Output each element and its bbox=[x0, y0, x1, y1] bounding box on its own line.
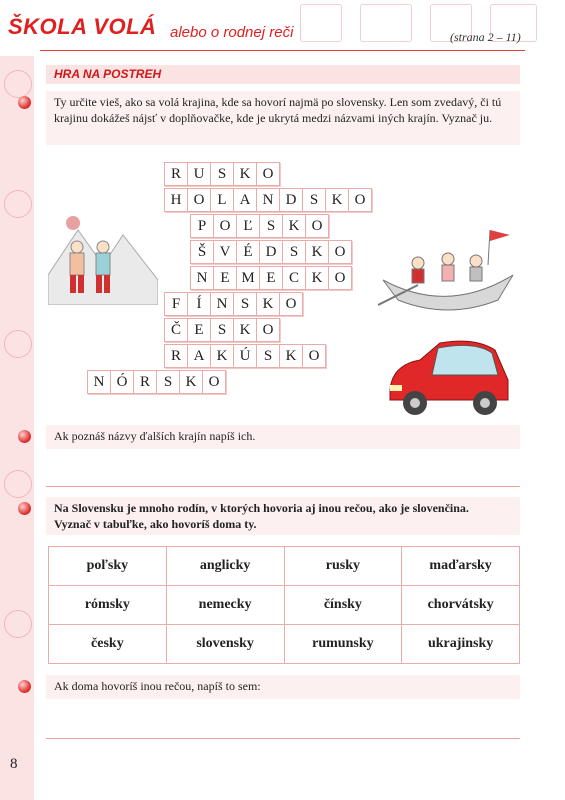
crossword-row bbox=[88, 370, 226, 394]
crossword-cell[interactable]: K bbox=[210, 344, 234, 368]
hikers-illustration bbox=[48, 205, 158, 305]
task-instruction bbox=[46, 497, 520, 535]
crossword-cell[interactable]: K bbox=[305, 266, 329, 290]
header-divider bbox=[40, 50, 525, 51]
crossword-cell[interactable]: C bbox=[282, 266, 306, 290]
crossword-cell[interactable]: R bbox=[133, 370, 157, 394]
crossword-cell[interactable]: N bbox=[87, 370, 111, 394]
table-row bbox=[49, 625, 520, 664]
crossword-cell[interactable]: S bbox=[282, 240, 306, 264]
crossword-cell[interactable]: O bbox=[256, 162, 280, 186]
crossword-cell[interactable]: S bbox=[302, 188, 326, 212]
crossword-cell[interactable]: O bbox=[348, 188, 372, 212]
task-instruction bbox=[46, 425, 520, 449]
sketch-decoration bbox=[360, 4, 412, 42]
crossword-cell[interactable]: S bbox=[210, 162, 234, 186]
crossword-cell[interactable]: N bbox=[256, 188, 280, 212]
crossword-cell[interactable]: E bbox=[259, 266, 283, 290]
task-text-line: Vyznač v tabuľke, ako hovoríš doma ty. bbox=[54, 517, 257, 531]
crossword-cell[interactable]: U bbox=[187, 162, 211, 186]
crossword-cell[interactable]: S bbox=[256, 344, 280, 368]
crossword-cell[interactable]: K bbox=[282, 214, 306, 238]
left-decorative-strip bbox=[0, 0, 34, 800]
task-instruction bbox=[46, 91, 520, 145]
task-text: Ak poznáš názvy ďalších krajín napíš ich. bbox=[54, 429, 256, 443]
section-title: HRA NA POSTREH bbox=[54, 67, 162, 81]
crossword-cell[interactable]: O bbox=[305, 214, 329, 238]
crossword-cell[interactable]: K bbox=[233, 318, 257, 342]
crossword-row bbox=[165, 318, 280, 342]
bullet-icon bbox=[18, 96, 31, 109]
crossword-cell[interactable]: O bbox=[202, 370, 226, 394]
language-cell[interactable]: poľsky bbox=[49, 547, 167, 586]
crossword-cell[interactable]: O bbox=[256, 318, 280, 342]
language-cell[interactable]: rusky bbox=[284, 547, 402, 586]
language-cell[interactable]: nemecky bbox=[166, 586, 284, 625]
crossword-row bbox=[191, 214, 329, 238]
language-cell[interactable]: rumunsky bbox=[284, 625, 402, 664]
ornament-circle bbox=[4, 610, 32, 638]
crossword-cell[interactable]: F bbox=[164, 292, 188, 316]
crossword-row bbox=[165, 162, 280, 186]
crossword-cell[interactable]: Ľ bbox=[236, 214, 260, 238]
crossword-cell[interactable]: D bbox=[259, 240, 283, 264]
crossword-row bbox=[191, 266, 352, 290]
bullet-icon bbox=[18, 430, 31, 443]
crossword-cell[interactable]: Í bbox=[187, 292, 211, 316]
rowboat-illustration bbox=[378, 225, 518, 315]
crossword-cell[interactable]: L bbox=[210, 188, 234, 212]
crossword-cell[interactable]: É bbox=[236, 240, 260, 264]
crossword-cell[interactable]: R bbox=[164, 344, 188, 368]
crossword-cell[interactable]: A bbox=[233, 188, 257, 212]
crossword-cell[interactable]: S bbox=[259, 214, 283, 238]
crossword-cell[interactable]: P bbox=[190, 214, 214, 238]
language-cell[interactable]: rómsky bbox=[49, 586, 167, 625]
task-text: Ak doma hovoríš inou rečou, napíš to sem: bbox=[54, 679, 261, 693]
crossword-cell[interactable]: O bbox=[328, 266, 352, 290]
crossword-cell[interactable]: Ó bbox=[110, 370, 134, 394]
crossword-cell[interactable]: D bbox=[279, 188, 303, 212]
car-illustration bbox=[380, 335, 515, 420]
crossword-row bbox=[165, 344, 326, 368]
crossword-cell[interactable]: K bbox=[305, 240, 329, 264]
language-table bbox=[48, 546, 520, 664]
page-subtitle: alebo o rodnej reči bbox=[170, 24, 294, 41]
crossword-cell[interactable]: S bbox=[210, 318, 234, 342]
crossword-cell[interactable]: K bbox=[325, 188, 349, 212]
crossword-cell[interactable]: O bbox=[302, 344, 326, 368]
answer-line[interactable] bbox=[46, 738, 520, 739]
page-header bbox=[0, 0, 565, 56]
crossword-cell[interactable]: M bbox=[236, 266, 260, 290]
crossword-cell[interactable]: E bbox=[213, 266, 237, 290]
crossword-cell[interactable]: V bbox=[213, 240, 237, 264]
ornament-circle bbox=[4, 190, 32, 218]
crossword-cell[interactable]: K bbox=[233, 162, 257, 186]
language-cell[interactable]: anglicky bbox=[166, 547, 284, 586]
language-cell[interactable]: chorvátsky bbox=[402, 586, 520, 625]
crossword-cell[interactable]: S bbox=[156, 370, 180, 394]
language-cell[interactable]: ukrajinsky bbox=[402, 625, 520, 664]
crossword-cell[interactable]: O bbox=[279, 292, 303, 316]
crossword-cell[interactable]: K bbox=[179, 370, 203, 394]
page-range: (strana 2 – 11) bbox=[450, 30, 521, 44]
language-cell[interactable]: maďarsky bbox=[402, 547, 520, 586]
crossword-cell[interactable]: N bbox=[210, 292, 234, 316]
ornament-circle bbox=[4, 330, 32, 358]
bullet-icon bbox=[18, 680, 31, 693]
crossword-row bbox=[165, 188, 372, 212]
crossword-cell[interactable]: H bbox=[164, 188, 188, 212]
crossword-cell[interactable]: O bbox=[187, 188, 211, 212]
ornament-circle bbox=[4, 70, 32, 98]
crossword-cell[interactable]: Š bbox=[190, 240, 214, 264]
crossword-cell[interactable]: K bbox=[279, 344, 303, 368]
ornament-circle bbox=[4, 470, 32, 498]
task-instruction bbox=[46, 675, 520, 699]
table-row bbox=[49, 586, 520, 625]
table-row bbox=[49, 547, 520, 586]
crossword-cell[interactable]: R bbox=[164, 162, 188, 186]
answer-line[interactable] bbox=[46, 486, 520, 487]
crossword-cell[interactable]: S bbox=[233, 292, 257, 316]
task-text: Ty určite vieš, ako sa volá krajina, kde sa hovorí najmä po slovensky. Len som zvedavý, či tú krajinu dokážeš nájsť v doplňovačke, kde je ukrytá medzi názvami iných krajín. Vyznač ju. bbox=[54, 95, 502, 125]
language-cell[interactable]: slovensky bbox=[166, 625, 284, 664]
crossword-row bbox=[191, 240, 352, 264]
crossword-cell[interactable]: Č bbox=[164, 318, 188, 342]
bullet-icon bbox=[18, 502, 31, 515]
crossword-cell[interactable]: O bbox=[328, 240, 352, 264]
language-cell[interactable]: čínsky bbox=[284, 586, 402, 625]
crossword-cell[interactable]: O bbox=[213, 214, 237, 238]
crossword-cell[interactable]: A bbox=[187, 344, 211, 368]
crossword-row bbox=[165, 292, 303, 316]
page-title: ŠKOLA VOLÁ bbox=[8, 14, 157, 39]
task-text-line: Na Slovensku je mnoho rodín, v ktorých hovoria aj inou rečou, ako je slovenčina. bbox=[54, 501, 469, 515]
crossword-cell[interactable]: Ú bbox=[233, 344, 257, 368]
language-cell[interactable]: česky bbox=[49, 625, 167, 664]
sketch-decoration bbox=[300, 4, 342, 42]
page-number: 8 bbox=[10, 756, 18, 772]
crossword-cell[interactable]: K bbox=[256, 292, 280, 316]
crossword-cell[interactable]: E bbox=[187, 318, 211, 342]
crossword-cell[interactable]: N bbox=[190, 266, 214, 290]
